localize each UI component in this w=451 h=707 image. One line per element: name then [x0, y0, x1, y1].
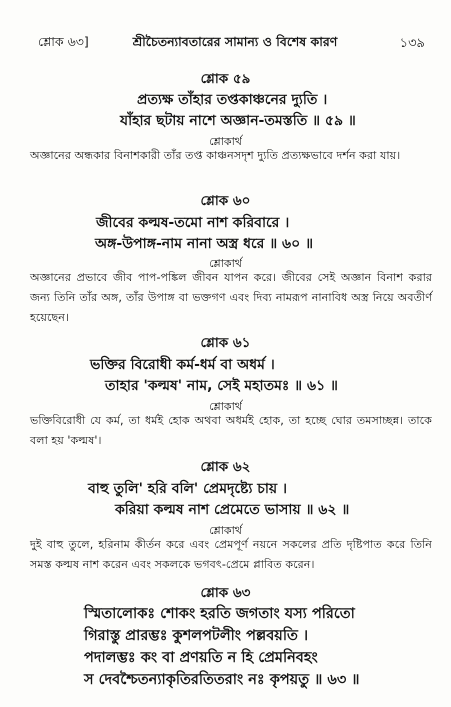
header-title: শ্রীচৈতন্যাবতারের সামান্য ও বিশেষ কারণ: [132, 34, 338, 49]
meaning-62: দুই বাহু তুলে, হরিনাম কীর্তন করে এবং প্রেমপূর্ণ নয়নে সকলের প্রতি দৃষ্টিপাত করে তিনি সমস্ত কল্মষ নাশ করেন এবং সকলকে ভগবৎ-প্রেমে প্লাবিত করেন।: [30, 538, 432, 571]
verse-63-line-4: স দেবশ্চৈতন্যাকৃতিরতিতরাং নঃ কৃপয়তু ॥ ৬৩ ॥: [84, 672, 360, 688]
verse-heading-60: শ্লোক ৬০: [200, 193, 251, 209]
verse-60-line-1: জীবের কল্মষ-তমো নাশ করিবারে ।: [96, 215, 290, 231]
meaning-label-62: শ্লোকার্থ: [209, 524, 242, 537]
meaning-60: অজ্ঞানের প্রভাবে জীব পাপ-পঙ্কিল জীবন যাপন করে। জীবের সেই অজ্ঞান বিনাশ করার জন্য তিনি তাঁর অঙ্গ, তাঁর উপাঙ্গ বা ভক্তগণ এবং দিব্য নামরূপ নানাবিধ অস্ত্র নিয়ে অবতীর্ণ হয়েছেন।: [30, 271, 432, 324]
verse-63-line-3: পদালম্ভঃ কং বা প্রণয়তি ন হি প্রেমনিবহং: [84, 650, 318, 666]
verse-62-line-1: বাহু তুলি' হরি বলি' প্রেমদৃষ্ট্যে চায় ।: [88, 481, 288, 497]
verse-60-line-2: অঙ্গ-উপাঙ্গ-নাম নানা অস্ত্র ধরে ॥ ৬০ ॥: [95, 236, 314, 252]
meaning-label-60: শ্লোকার্থ: [209, 257, 242, 270]
verse-59-line-1: প্রত্যক্ষ তাঁহার তপ্তকাঞ্চনের দ্যুতি ।: [137, 92, 328, 108]
verse-59-line-2: যাঁহার ছটায় নাশে অজ্ঞান-তমস্ততি ॥ ৫৯ ॥: [120, 113, 356, 129]
meaning-61: ভক্তিবিরোধী যে কর্ম, তা ধর্মই হোক অথবা অধর্মই হোক, তা হচ্ছে ঘোর তমসাচ্ছন্ন। তাকে বলা হয় 'কল্মষ'।: [30, 414, 432, 447]
verse-62-line-2: করিয়া কল্মষ নাশ প্রেমেতে ভাসায় ॥ ৬২ ॥: [115, 502, 350, 518]
meaning-59: অজ্ঞানের অন্ধকার বিনাশকারী তাঁর তপ্ত কাঞ্চনসদৃশ দ্যুতি প্রত্যক্ষভাবে দর্শন করা যায়।: [30, 149, 401, 162]
verse-heading-59: শ্লোক ৫৯: [200, 71, 251, 87]
header-verse-ref: শ্লোক ৬৩]: [38, 34, 89, 49]
verse-heading-63: শ্লোক ৬৩: [200, 585, 251, 601]
verse-heading-62: শ্লোক ৬২: [200, 459, 251, 475]
page-number: ১৩৯: [399, 36, 425, 51]
meaning-label-61: শ্লোকার্থ: [209, 400, 242, 413]
verse-63-line-1: স্মিতালোকঃ শোকং হরতি জগতাং যস্য পরিতো: [84, 606, 355, 622]
meaning-label-59: শ্লোকার্থ: [209, 135, 242, 148]
verse-61-line-2: তাহার 'কল্মষ' নাম, সেই মহাতমঃ ॥ ৬১ ॥: [105, 378, 338, 394]
verse-61-line-1: ভক্তির বিরোধী কর্ম-ধর্ম বা অধর্ম ।: [90, 357, 275, 373]
verse-63-line-2: গিরাস্তু প্রারম্ভঃ কুশলপটলীং পল্লবয়তি ।: [84, 628, 309, 644]
verse-heading-61: শ্লোক ৬১: [200, 335, 251, 351]
